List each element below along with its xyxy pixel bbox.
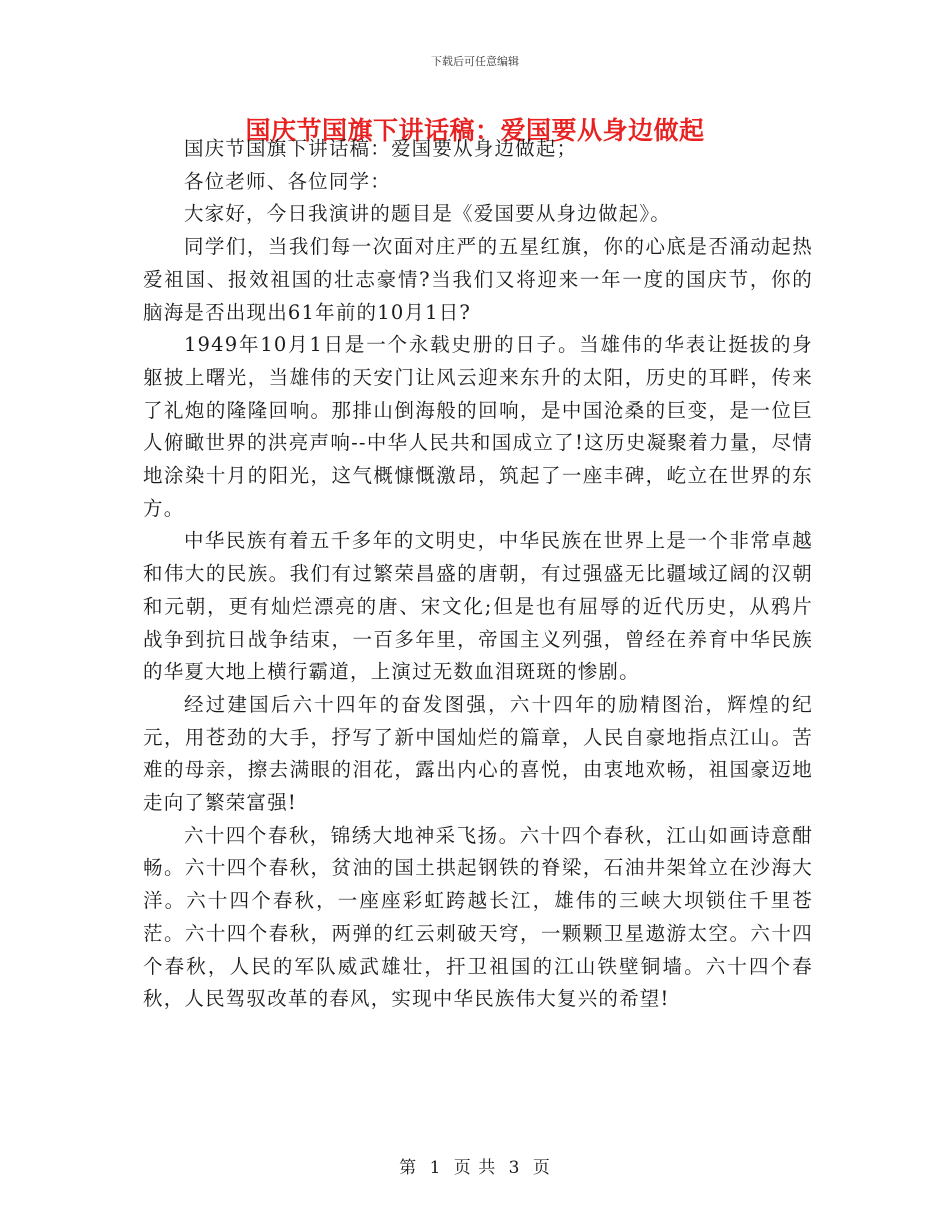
document-title: 国庆节国旗下讲话稿：爱国要从身边做起 bbox=[245, 116, 705, 145]
page-footer bbox=[0, 1153, 950, 1178]
footer-suffix: 页 bbox=[532, 1158, 551, 1178]
paragraph: 同学们，当我们每一次面对庄严的五星红旗，你的心底是否涌动起热爱祖国、报效祖国的壮志豪情?当我们又将迎来一年一度的国庆节，你的脑海是否出现出61年前的10月1日? bbox=[143, 235, 813, 324]
footer-middle: 页 共 bbox=[453, 1158, 497, 1178]
total-pages-number: 3 bbox=[508, 1158, 521, 1178]
current-page-number: 1 bbox=[429, 1158, 442, 1178]
paragraph: 中华民族有着五千多年的文明史，中华民族在世界上是一个非常卓越和伟大的民族。我们有过繁荣昌盛的唐朝，有过强盛无比疆域辽阔的汉朝和元朝，更有灿烂漂亮的唐、宋文化;但是也有屈辱的近代历史，从鸦片战争到抗日战争结束，一百多年里，帝国主义列强，曾经在养育中华民族的华夏大地上横行霸道，上演过无数血泪斑斑的惨剧。 bbox=[143, 529, 813, 684]
paragraph-salutation: 各位老师、各位同学： bbox=[183, 169, 391, 193]
paragraph: 六十四个春秋，锦绣大地神采飞扬。六十四个春秋，江山如画诗意酣畅。六十四个春秋，贫油的国土拱起钢铁的脊梁，石油井架耸立在沙海大洋。六十四个春秋，一座座彩虹跨越长江，雄伟的三峡大坝锁住千里苍茫。六十四个春秋，两弹的红云刺破天穹，一颗颗卫星遨游太空。六十四个春秋，人民的军队威武雄壮，扞卫祖国的江山铁壁铜墙。六十四个春秋，人民驾驭改革的春风，实现中华民族伟大复兴的希望! bbox=[143, 823, 813, 1011]
footer-prefix: 第 bbox=[399, 1158, 418, 1178]
paragraph: 经过建国后六十四年的奋发图强，六十四年的励精图治，辉煌的纪元，用苍劲的大手，抒写了新中国灿烂的篇章，人民自豪地指点江山。苦难的母亲，擦去满眼的泪花，露出内心的喜悦，由衷地欢畅，祖国豪迈地走向了繁荣富强! bbox=[143, 692, 813, 815]
paragraph: 1949年10月1日是一个永载史册的日子。当雄伟的华表让挺拔的身躯披上曙光，当雄伟的天安门让风云迎来东升的太阳，历史的耳畔，传来了礼炮的隆隆回响。那排山倒海般的回响，是中国沧桑的巨变，是一位巨人俯瞰世界的洪亮声响--中华人民共和国成立了!这历史凝聚着力量，尽情地涂染十月的阳光，这气概慷慨激昂，筑起了一座丰碑，屹立在世界的东方。 bbox=[143, 333, 813, 520]
header-note: 下载后可任意编辑 bbox=[431, 55, 519, 68]
paragraph-subtitle: 国庆节国旗下讲话稿：爱国要从身边做起； bbox=[183, 137, 578, 160]
document-body bbox=[143, 133, 813, 1016]
paragraph-greeting: 大家好，今日我演讲的题目是《爱国要从身边做起》。 bbox=[183, 202, 671, 226]
